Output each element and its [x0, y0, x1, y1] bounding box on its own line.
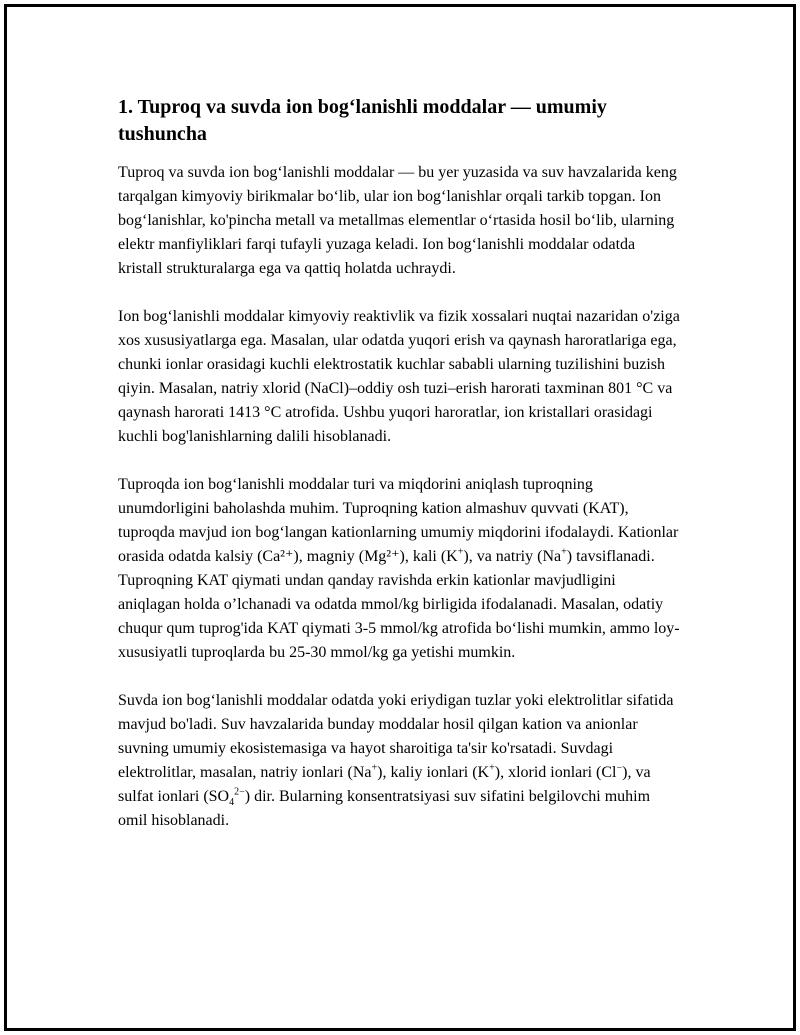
text-run: ) tavsiflanadi. Tuproqning KAT qiymati undan qanday ravishda erkin kationlar mavjudligini aniqlagan holda o’lchanadi va odatda mmol/kg birligida ifodalanadi. Masalan, odatiy chuqur qum tuprog'ida KAT qiymati 3-5 mmol/kg atrofida bo‘lishi mumkin, ammo loy-xususiyatli tuproqlarda bu 25-30 mmol/kg ga yetishi mumkin. — [118, 548, 680, 661]
paragraph-water-electrolytes — [118, 689, 680, 833]
text-run: ), va sulfat ionlari (SO — [118, 764, 651, 805]
paragraph-ion-bonds-intro: Tuproq va suvda ion bog‘lanishli moddalar — bu yer yuzasida va suv havzalarida keng tarqalgan kimyoviy birikmalar bo‘lib, ular ion bog‘lanishlar orqali tarkib topgan. Ion bog‘lanishlar, ko'pincha metall va metallmas elementlar o‘rtasida hosil bo‘lib, ularning elektr manfiyliklari farqi tufayli yuzaga keladi. Ion bog‘lanishli moddalar odatda kristall strukturalarga ega va qattiq holatda uchraydi. — [118, 164, 677, 277]
superscript: − — [616, 762, 623, 774]
text-run: ), xlorid ionlari (Cl — [494, 764, 617, 781]
section-title: 1. Tuproq va suvda ion bog‘lanishli moddalar — umumiy tushuncha — [118, 96, 607, 145]
paragraph-soil-cation-exchange — [118, 473, 680, 665]
text-run: ) dir. Bularning konsentratsiyasi suv sifatini belgilovchi muhim omil hisoblanadi. — [118, 788, 651, 829]
paragraph-physical-properties: Ion bog‘lanishli moddalar kimyoviy reaktivlik va fizik xossalari nuqtai nazaridan o'ziga xos xususiyatlarga ega. Masalan, ular odatda yuqori erish va qaynash haroratlariga ega, chunki ionlar orasidagi kuchli elektrostatik kuchlar sababli ularning tuzilishini buzish qiyin. Masalan, natriy xlorid (NaCl)–oddiy osh tuzi–erish harorati taxminan 801 °C va qaynash harorati 1413 °C atrofida. Ushbu yuqori haroratlar, ion kristallari orasidagi kuchli bog'lanishlarning dalili hisoblanadi. — [118, 308, 680, 445]
superscript: + — [561, 546, 567, 558]
text-run: Suvda ion bog‘lanishli moddalar odatda yoki eriydigan tuzlar yoki elektrolitlar sifatida mavjud bo'ladi. Suv havzalarida bunday moddalar hosil qilgan kation va anionlar suvning umumiy ekosistemasiga va hayot sharoitiga ta'sir ko'rsatadi. Suvdagi elektrolitlar, masalan, natriy ionlari (Na — [118, 692, 674, 781]
superscript: + — [457, 546, 464, 558]
superscript: + — [489, 762, 495, 774]
superscript: + — [371, 762, 378, 774]
text-run: ), va natriy (Na — [463, 548, 562, 565]
superscript: 2− — [234, 786, 245, 798]
document-body — [118, 94, 680, 857]
text-run: ), kaliy ionlari (K — [377, 764, 490, 781]
text-run: Tuproqda ion bog‘lanishli moddalar turi va miqdorini aniqlash tuproqning unumdorligini baholashda muhim. Tuproqning kation almashuv quvvati (KAT), tuproqda mavjud ion bog‘langan kationlarning umumiy miqdorini ifodalaydi. Kationlar orasida odatda kalsiy (Ca²⁺), magniy (Mg²⁺), kali (K — [118, 476, 679, 565]
subscript: 4 — [229, 797, 235, 809]
